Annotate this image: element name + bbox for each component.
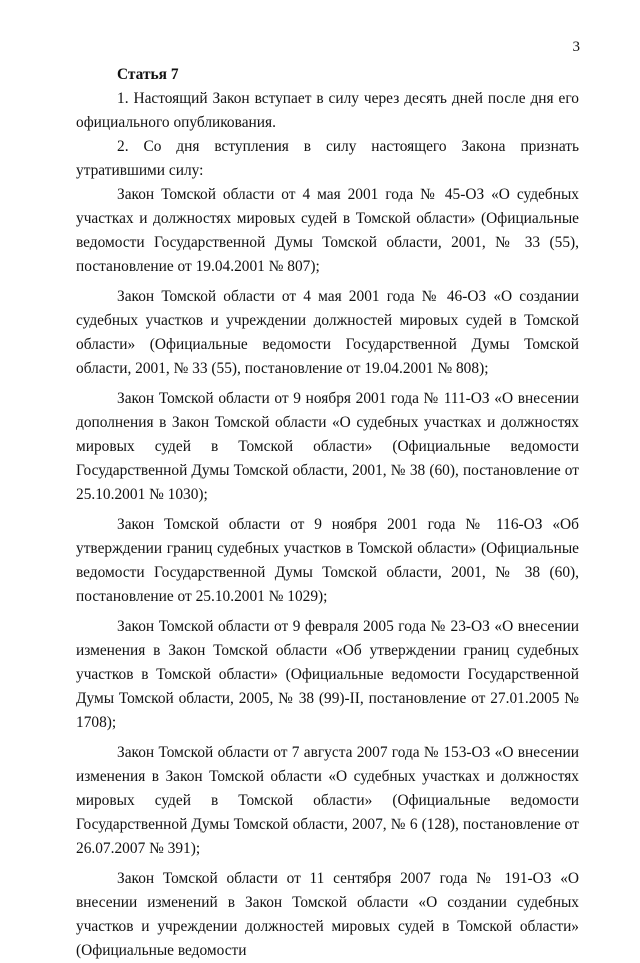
- article-body: [76, 63, 579, 963]
- law-item-153-oz: Закон Томской области от 7 августа 2007 года № 153-ОЗ «О внесении изменения в Закон Томской области «О судебных участках и должностях мировых судей в Томской области» (Официальные ведомости Государственной Думы Томской области, 2007, № 6 (128), постановление от 26.07.2007 № 391);: [76, 744, 579, 857]
- paragraph-2: 2. Со дня вступления в силу настоящего Закона признать утратившими силу:: [76, 138, 579, 179]
- law-item-23-oz: Закон Томской области от 9 февраля 2005 года № 23-ОЗ «О внесении изменения в Закон Томской области «Об утверждении границ судебных участков в Томской области» (Официальные ведомости Государственной Думы Томской области, 2005, № 38 (99)-II, постановление от 27.01.2005 № 1708);: [76, 618, 579, 731]
- article-heading: Статья 7: [117, 66, 179, 83]
- paragraph-1: 1. Настоящий Закон вступает в силу через десять дней после дня его официального опубликования.: [76, 90, 579, 131]
- law-item-45-oz: Закон Томской области от 4 мая 2001 года № 45-ОЗ «О судебных участках и должностях мировых судей в Томской области» (Официальные ведомости Государственной Думы Томской области, 2001, № 33 (55), постановление от 19.04.2001 № 807);: [76, 186, 579, 275]
- page-number: 3: [572, 39, 580, 55]
- law-item-46-oz: Закон Томской области от 4 мая 2001 года № 46-ОЗ «О создании судебных участков и учреждении должностей мировых судей в Томской области» (Официальные ведомости Государственной Думы Томской области, 2001, № 33 (55), постановление от 19.04.2001 № 808);: [76, 288, 579, 377]
- law-item-116-oz: Закон Томской области от 9 ноября 2001 года № 116-ОЗ «Об утверждении границ судебных участков в Томской области» (Официальные ведомости Государственной Думы Томской области, 2001, № 38 (60), постановление от 25.10.2001 № 1029);: [76, 516, 579, 605]
- law-item-111-oz: Закон Томской области от 9 ноября 2001 года № 111-ОЗ «О внесении дополнения в Закон Томской области «О судебных участках и должностях мировых судей в Томской области» (Официальные ведомости Государственной Думы Томской области, 2001, № 38 (60), постановление от 25.10.2001 № 1030);: [76, 390, 579, 503]
- law-item-191-oz: Закон Томской области от 11 сентября 2007 года № 191-ОЗ «О внесении изменений в Закон Томской области «О создании судебных участков и учреждении должностей мировых судей в Томской области» (Официальные ведомости: [76, 870, 579, 959]
